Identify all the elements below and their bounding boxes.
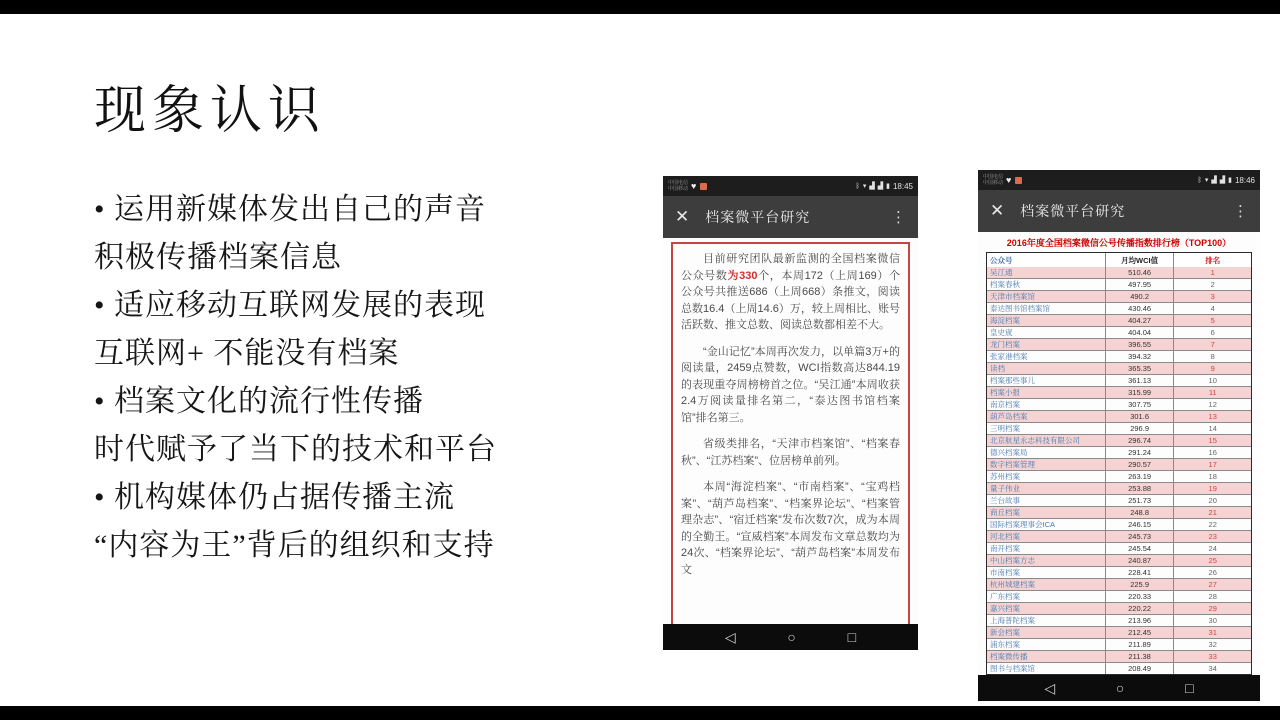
rank-value: 29 [1208, 604, 1217, 613]
account-name: 天津市档案馆 [987, 291, 1106, 302]
table-row [987, 614, 1251, 626]
bullet-line: 互联网+ 不能没有档案 [94, 337, 400, 370]
wci-value: 220.22 [1106, 603, 1175, 614]
wci-value: 253.88 [1106, 483, 1175, 494]
rank-value: 11 [1208, 388, 1217, 397]
wci-value: 211.38 [1106, 651, 1175, 662]
rank-value: 6 [1210, 328, 1215, 337]
recents-icon[interactable]: □ [1185, 680, 1194, 696]
table-row [987, 542, 1251, 554]
account-name: 档案小报 [987, 387, 1106, 398]
wci-value: 396.55 [1106, 339, 1175, 350]
account-name: 档案微传播 [987, 651, 1106, 662]
account-name: 北京航星永志科技有限公司 [987, 435, 1106, 446]
wci-value: 248.8 [1106, 507, 1175, 518]
rank-value: 16 [1208, 448, 1217, 457]
letterbox-top [0, 0, 1280, 14]
phone2-ranking-content [978, 232, 1260, 675]
ranking-title: 2016年度全国档案微信公号传播指数排行榜（TOP100） [1006, 238, 1232, 248]
account-name: 档案那些事儿 [987, 375, 1106, 386]
rank-value: 30 [1208, 616, 1217, 625]
heart-icon: ♥ [691, 181, 697, 191]
table-row [987, 578, 1251, 590]
rank-value: 27 [1208, 580, 1217, 589]
account-name: 图书与档案馆 [987, 663, 1106, 674]
account-name: 苏州档案 [987, 471, 1106, 482]
wci-value: 404.27 [1106, 315, 1175, 326]
table-row [987, 326, 1251, 338]
table-row [987, 267, 1251, 278]
table-row [987, 338, 1251, 350]
rank-value: 12 [1208, 400, 1217, 409]
bullet-line: • 适应移动互联网发展的表现 [94, 289, 487, 322]
ranking-table [986, 252, 1252, 675]
table-row [987, 422, 1251, 434]
bullet-list [94, 186, 664, 570]
more-menu-icon[interactable]: ⋮ [891, 209, 906, 226]
account-name: 浦东档案 [987, 639, 1106, 650]
signal-icon-2: ▟ [1219, 177, 1226, 184]
account-name: 南京档案 [987, 399, 1106, 410]
table-row [987, 662, 1251, 674]
wci-value: 497.95 [1106, 279, 1175, 290]
table-row [987, 350, 1251, 362]
table-row [987, 650, 1251, 662]
account-name: 三明档案 [987, 423, 1106, 434]
phone1-screenshot [663, 176, 918, 650]
table-row [987, 602, 1251, 614]
account-name: 中山档案方志 [987, 555, 1106, 566]
account-name: 南开档案 [987, 543, 1106, 554]
wci-value: 213.96 [1106, 615, 1175, 626]
account-name: 河北档案 [987, 531, 1106, 542]
notification-icon [700, 183, 707, 190]
wci-value: 220.33 [1106, 591, 1175, 602]
bullet-line: • 运用新媒体发出自己的声音 [94, 193, 487, 226]
wci-value: 365.35 [1106, 363, 1175, 374]
article-paragraph-1: 目前研究团队最新监测的全国档案微信公众号数为330个，本周172（上周169）个公众号共推送686（上周668）条推文，阅读总数16.4（上周14.6）万，较上周相比、账号活跃数、推文总数、阅读总数都相差不大。 [681, 253, 900, 331]
table-row [987, 494, 1251, 506]
wci-value: 404.04 [1106, 327, 1175, 338]
heart-icon: ♥ [1006, 175, 1012, 185]
table-row [987, 554, 1251, 566]
table-row [987, 518, 1251, 530]
table-row [987, 626, 1251, 638]
wci-value: 361.13 [1106, 375, 1175, 386]
notification-icon [1015, 177, 1022, 184]
wci-value: 307.75 [1106, 399, 1175, 410]
bullet-line: • 机构媒体仍占据传播主流 [94, 481, 456, 514]
phone2-titlebar [978, 190, 1260, 232]
account-name: 嘉兴档案 [987, 603, 1106, 614]
account-name: 葫芦岛档案 [987, 411, 1106, 422]
wci-value: 296.74 [1106, 435, 1175, 446]
carrier-label: 中国电信 中国移动 [668, 180, 689, 192]
account-name: 泰达图书馆档案馆 [987, 303, 1106, 314]
rank-value: 23 [1208, 532, 1217, 541]
wci-value: 211.89 [1106, 639, 1175, 650]
rank-value: 33 [1208, 652, 1217, 661]
account-name: 吴江通 [987, 267, 1106, 278]
back-icon[interactable]: ◁ [1044, 680, 1056, 696]
bluetooth-icon: ᛒ [855, 182, 860, 190]
rank-value: 2 [1210, 280, 1215, 289]
bullet-line: • 档案文化的流行性传播 [94, 385, 425, 418]
header-rank: 排名 [1205, 255, 1221, 265]
phone1-titlebar [663, 196, 918, 238]
rank-value: 25 [1208, 556, 1217, 565]
phone2-screenshot [978, 170, 1260, 696]
wci-value: 394.32 [1106, 351, 1175, 362]
wci-value: 245.73 [1106, 531, 1175, 542]
wci-value: 246.15 [1106, 519, 1175, 530]
table-row [987, 506, 1251, 518]
table-row [987, 290, 1251, 302]
account-name: 龙门档案 [987, 339, 1106, 350]
table-row [987, 314, 1251, 326]
wci-value: 228.41 [1106, 567, 1175, 578]
phone2-statusbar [978, 170, 1260, 190]
rank-value: 18 [1208, 472, 1217, 481]
phone1-statusbar [663, 176, 918, 196]
ranking-table-body [987, 267, 1251, 674]
table-row [987, 362, 1251, 374]
wci-value: 510.46 [1106, 267, 1175, 278]
account-name: 杭州城建档案 [987, 579, 1106, 590]
phone2-navbar [978, 675, 1260, 701]
signal-icon: ▟ [869, 183, 875, 190]
bullet-line: 时代赋予了当下的技术和平台 [94, 433, 497, 466]
wci-value: 208.49 [1106, 663, 1175, 674]
close-icon[interactable]: ✕ [990, 201, 1005, 220]
article-paragraph: 省级类排名，“天津市档案馆”、“档案春秋”、“江苏档案”、位居榜单前列。 [681, 438, 900, 467]
rank-value: 21 [1208, 508, 1217, 517]
table-row [987, 398, 1251, 410]
rank-value: 22 [1208, 520, 1217, 529]
clock-text: 18:45 [892, 181, 913, 191]
battery-icon: ▮ [1228, 177, 1232, 184]
more-menu-icon[interactable]: ⋮ [1233, 203, 1248, 220]
account-name: 市南档案 [987, 567, 1106, 578]
rank-value: 14 [1208, 424, 1217, 433]
phone2-title: 档案微平台研究 [1020, 203, 1126, 219]
ranking-table-header [987, 253, 1251, 267]
article-frame [671, 242, 910, 624]
wifi-icon: ▾ [862, 183, 867, 190]
wci-value: 301.6 [1106, 411, 1175, 422]
wci-value: 296.9 [1106, 423, 1175, 434]
home-icon[interactable]: ○ [787, 629, 796, 645]
wci-value: 430.46 [1106, 303, 1175, 314]
phone1-navbar [663, 624, 918, 650]
wci-value: 251.73 [1106, 495, 1175, 506]
highlighted-count: 为330 [727, 269, 758, 282]
bullet-line: 积极传播档案信息 [94, 241, 342, 274]
back-icon[interactable]: ◁ [724, 629, 736, 645]
recents-icon[interactable]: □ [847, 629, 857, 645]
clock-text: 18:46 [1234, 175, 1255, 185]
table-row [987, 638, 1251, 650]
rank-value: 17 [1208, 460, 1217, 469]
wci-value: 290.57 [1106, 459, 1175, 470]
rank-value: 13 [1208, 412, 1217, 421]
account-name: 海淀档案 [987, 315, 1106, 326]
article-paragraphs [681, 344, 900, 579]
header-wci: 月均WCI值 [1106, 253, 1175, 267]
account-name: 商丘档案 [987, 507, 1106, 518]
table-row [987, 386, 1251, 398]
wifi-icon: ▾ [1204, 177, 1209, 184]
account-name: 新会档案 [987, 627, 1106, 638]
rank-value: 32 [1208, 640, 1217, 649]
rank-value: 15 [1208, 436, 1217, 445]
rank-value: 9 [1210, 364, 1215, 373]
rank-value: 24 [1208, 544, 1217, 553]
wci-value: 240.87 [1106, 555, 1175, 566]
table-row [987, 302, 1251, 314]
wci-value: 291.24 [1106, 447, 1175, 458]
rank-value: 19 [1208, 484, 1217, 493]
wci-value: 212.45 [1106, 627, 1175, 638]
bluetooth-icon: ᛒ [1197, 176, 1202, 184]
account-name: 量子伟业 [987, 483, 1106, 494]
rank-value: 31 [1208, 628, 1217, 637]
table-row [987, 482, 1251, 494]
header-account: 公众号 [987, 253, 1106, 267]
account-name: 档案春秋 [987, 279, 1106, 290]
battery-icon: ▮ [886, 183, 890, 190]
rank-value: 26 [1208, 568, 1217, 577]
wci-value: 315.99 [1106, 387, 1175, 398]
account-name: 德兴档案局 [987, 447, 1106, 458]
table-row [987, 434, 1251, 446]
account-name: 数字档案管理 [987, 459, 1106, 470]
account-name: 张家港档案 [987, 351, 1106, 362]
rank-value: 20 [1208, 496, 1217, 505]
account-name: 兰台故事 [987, 495, 1106, 506]
article-paragraph: “金山记忆”本周再次发力，以单篇3万+的阅读量，2459点赞数，WCI指数高达844.19的表现重夺周榜榜首之位。“吴江通”本周收获2.4万阅读量排名第二，“泰达图书馆档案馆”排名第三。 [681, 345, 900, 424]
rank-value: 1 [1210, 268, 1215, 277]
phone1-title: 档案微平台研究 [705, 209, 811, 225]
table-row [987, 374, 1251, 386]
rank-value: 8 [1210, 352, 1215, 361]
rank-value: 5 [1210, 316, 1215, 325]
rank-value: 10 [1208, 376, 1217, 385]
rank-value: 34 [1208, 664, 1217, 673]
home-icon[interactable]: ○ [1115, 680, 1125, 696]
rank-value: 7 [1210, 340, 1215, 349]
wci-value: 245.54 [1106, 543, 1175, 554]
table-row [987, 590, 1251, 602]
wci-value: 225.9 [1106, 579, 1175, 590]
rank-value: 4 [1210, 304, 1215, 313]
account-name: 国际档案理事会ICA [987, 519, 1106, 530]
close-icon[interactable]: ✕ [675, 207, 690, 226]
wci-value: 263.19 [1106, 471, 1175, 482]
account-name: 广东档案 [987, 591, 1106, 602]
table-row [987, 470, 1251, 482]
page-title: 现象认识 [94, 83, 327, 140]
table-row [987, 530, 1251, 542]
bullet-line: “内容为王”背后的组织和支持 [94, 529, 495, 562]
phone1-article-content [663, 238, 918, 624]
account-name: 上海普陀档案 [987, 615, 1106, 626]
table-row [987, 458, 1251, 470]
table-row [987, 278, 1251, 290]
article-paragraph: 本周“海淀档案”、“市南档案”、“宝鸡档案”、“葫芦岛档案”、“档案界论坛”、“档案管理杂志”、“宿迁档案”发布次数7次，成为本周的全勤王。“宣威档案”本周发布文章总数均为24次、“档案界论坛”、“葫芦岛档案”本周发布文 [681, 481, 900, 576]
table-row [987, 410, 1251, 422]
rank-value: 28 [1208, 592, 1217, 601]
rank-value: 3 [1210, 292, 1215, 301]
account-name: 皇史宬 [987, 327, 1106, 338]
letterbox-bottom [0, 706, 1280, 720]
account-name: 读档 [987, 363, 1106, 374]
wci-value: 490.2 [1106, 291, 1175, 302]
carrier-label: 中国电信 中国移动 [983, 174, 1004, 186]
table-row [987, 566, 1251, 578]
signal-icon: ▟ [1211, 177, 1217, 184]
table-row [987, 446, 1251, 458]
signal-icon-2: ▟ [877, 183, 884, 190]
